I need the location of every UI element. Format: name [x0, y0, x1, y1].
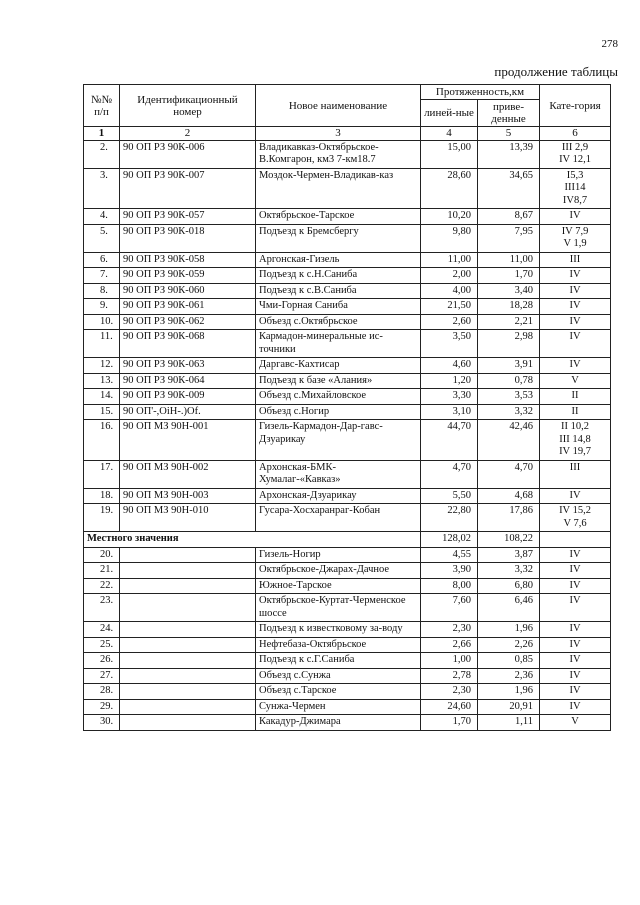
row-reduced: 20,91 [478, 699, 540, 715]
row-linear: 5,50 [421, 488, 478, 504]
header-length: Протяженность,км [421, 85, 540, 100]
table-row [84, 699, 611, 715]
row-category [540, 140, 611, 168]
category-value: IV [569, 595, 581, 606]
row-reduced: 2,98 [478, 330, 540, 358]
category-value: III [569, 461, 581, 473]
row-id [120, 637, 256, 653]
table-row [84, 314, 611, 330]
header-category: Кате-гория [540, 85, 611, 127]
row-name: Октябрьское-Тарское [256, 209, 421, 225]
category-value: I5,3 [566, 169, 584, 181]
category-value: III 14,8 [559, 433, 591, 445]
row-category [540, 314, 611, 330]
row-number: 29. [84, 699, 120, 715]
row-linear: 3,50 [421, 330, 478, 358]
row-linear: 22,80 [421, 504, 478, 532]
row-number: 26. [84, 653, 120, 669]
row-name: Южное-Тарское [256, 578, 421, 594]
row-reduced: 11,00 [478, 252, 540, 268]
row-reduced: 3,40 [478, 283, 540, 299]
row-name: Подъезд к с.Г.Саниба [256, 653, 421, 669]
category-value: IV [569, 669, 581, 681]
row-id [120, 684, 256, 700]
row-id: 90 ОП РЗ 90К-064 [120, 373, 256, 389]
row-category [540, 268, 611, 284]
row-name: Архонская-БМК-Хумалаг-«Кавказ» [256, 460, 421, 488]
category-value: V [571, 716, 579, 727]
row-number: 4. [84, 209, 120, 225]
row-number: 25. [84, 637, 120, 653]
row-category [540, 252, 611, 268]
row-id: 90 ОП РЗ 90К-060 [120, 283, 256, 299]
row-name: Подъезд к базе «Алания» [256, 373, 421, 389]
row-category [540, 563, 611, 579]
table-row [84, 504, 611, 532]
row-id: 90 ОП РЗ 90К-006 [120, 140, 256, 168]
row-number: 16. [84, 420, 120, 461]
row-name: Объезд с.Октябрьское [256, 314, 421, 330]
row-number: 5. [84, 224, 120, 252]
row-linear: 3,30 [421, 389, 478, 405]
row-id: 90 ОП РЗ 90К-057 [120, 209, 256, 225]
row-id [120, 547, 256, 563]
row-number: 9. [84, 299, 120, 315]
category-value: IV 12,1 [559, 154, 591, 165]
row-linear: 2,60 [421, 314, 478, 330]
row-id: 90 ОП РЗ 90К-018 [120, 224, 256, 252]
row-number: 6. [84, 252, 120, 268]
row-category [540, 622, 611, 638]
header-num: №№ п/п [84, 85, 120, 127]
row-number: 19. [84, 504, 120, 532]
row-reduced: 6,80 [478, 578, 540, 594]
row-number: 8. [84, 283, 120, 299]
row-category [540, 578, 611, 594]
category-value: IV [569, 269, 581, 280]
row-reduced: 0,78 [478, 373, 540, 389]
row-linear: 1,00 [421, 653, 478, 669]
table-row [84, 563, 611, 579]
row-linear: 10,20 [421, 209, 478, 225]
table-row [84, 140, 611, 168]
row-id [120, 653, 256, 669]
table-row [84, 389, 611, 405]
table-row [84, 252, 611, 268]
row-number: 18. [84, 488, 120, 504]
row-linear: 2,78 [421, 668, 478, 684]
table-row [84, 547, 611, 563]
category-value: V 7,6 [563, 517, 587, 529]
section-reduced-total: 108,22 [478, 532, 540, 548]
row-reduced: 1,11 [478, 715, 540, 731]
category-value: IV 19,7 [559, 446, 591, 457]
category-value: IV [569, 331, 581, 342]
category-value: IV 7,9 [561, 225, 589, 237]
row-category [540, 389, 611, 405]
continuation-label: продолжение таблицы [494, 64, 618, 79]
row-category [540, 715, 611, 731]
row-name: Владикавказ-Октябрьское-В.Комгарон, км3 7-км18.7 [256, 140, 421, 168]
row-reduced: 1,96 [478, 684, 540, 700]
row-name: Объезд с.Сунжа [256, 668, 421, 684]
row-linear: 4,70 [421, 460, 478, 488]
row-linear: 21,50 [421, 299, 478, 315]
section-row [84, 532, 611, 548]
row-id: 90 ОП МЗ 90Н-001 [120, 420, 256, 461]
row-category [540, 594, 611, 622]
category-value: V [571, 374, 579, 386]
row-reduced: 7,95 [478, 224, 540, 252]
row-reduced: 3,53 [478, 389, 540, 405]
table-row [84, 358, 611, 374]
row-linear: 11,00 [421, 252, 478, 268]
row-reduced: 8,67 [478, 209, 540, 225]
row-name: Сунжа-Чермен [256, 699, 421, 715]
row-name: Гизель-Ногир [256, 547, 421, 563]
column-number: 3 [256, 127, 421, 141]
row-number: 20. [84, 547, 120, 563]
table-row [84, 488, 611, 504]
row-reduced: 6,46 [478, 594, 540, 622]
row-category [540, 488, 611, 504]
category-value: IV [569, 564, 581, 575]
category-value: III 2,9 [561, 141, 589, 153]
row-reduced: 13,39 [478, 140, 540, 168]
category-value: III14 [564, 182, 586, 193]
table-row [84, 283, 611, 299]
row-id: 90 ОП РЗ 90К-007 [120, 168, 256, 209]
header-reduced: приве-денные [478, 100, 540, 127]
column-number: 4 [421, 127, 478, 141]
row-id [120, 715, 256, 731]
row-category [540, 404, 611, 420]
row-number: 2. [84, 140, 120, 168]
row-number: 21. [84, 563, 120, 579]
row-category [540, 504, 611, 532]
row-reduced: 34,65 [478, 168, 540, 209]
row-reduced: 2,21 [478, 314, 540, 330]
row-category [540, 684, 611, 700]
category-value: IV [569, 300, 581, 311]
row-linear: 8,00 [421, 578, 478, 594]
table-row [84, 668, 611, 684]
row-reduced: 3,32 [478, 404, 540, 420]
row-reduced: 3,32 [478, 563, 540, 579]
row-id: 90 ОП РЗ 90К-061 [120, 299, 256, 315]
category-value: IV [569, 654, 581, 665]
row-id: 90 ОП'-,OiH-.)Of. [120, 404, 256, 420]
row-name: Октябрьское-Джарах-Дачное [256, 563, 421, 579]
category-value: IV [569, 685, 581, 696]
row-category [540, 373, 611, 389]
table-row [84, 209, 611, 225]
row-name: Даргавс-Кахтисар [256, 358, 421, 374]
row-number: 22. [84, 578, 120, 594]
row-linear: 7,60 [421, 594, 478, 622]
row-category [540, 358, 611, 374]
row-reduced: 2,26 [478, 637, 540, 653]
row-category [540, 299, 611, 315]
row-reduced: 3,91 [478, 358, 540, 374]
row-name: Октябрьское-Куртат-Черменское шоссе [256, 594, 421, 622]
category-value: IV [569, 359, 581, 370]
row-linear: 3,10 [421, 404, 478, 420]
table-row [84, 637, 611, 653]
table-row [84, 715, 611, 731]
row-id: 90 ОП РЗ 90К-062 [120, 314, 256, 330]
category-value: IV [569, 210, 581, 221]
row-id: 90 ОП МЗ 90Н-002 [120, 460, 256, 488]
header-linear: линей-ные [421, 100, 478, 127]
row-linear: 4,55 [421, 547, 478, 563]
table-row [84, 460, 611, 488]
category-value: III [569, 253, 581, 265]
row-number: 11. [84, 330, 120, 358]
section-category [540, 532, 611, 548]
row-category [540, 224, 611, 252]
table-row [84, 168, 611, 209]
category-value: II 10,2 [561, 421, 590, 432]
column-number: 1 [84, 127, 120, 141]
row-number: 17. [84, 460, 120, 488]
header-name: Новое наименование [256, 85, 421, 127]
row-linear: 15,00 [421, 140, 478, 168]
row-number: 3. [84, 168, 120, 209]
table-row [84, 373, 611, 389]
table-row [84, 299, 611, 315]
row-name: Архонская-Дзуарикау [256, 488, 421, 504]
section-linear-total: 128,02 [421, 532, 478, 548]
row-reduced: 17,86 [478, 504, 540, 532]
row-reduced: 2,36 [478, 668, 540, 684]
category-value: IV [569, 579, 581, 591]
column-number: 5 [478, 127, 540, 141]
row-category [540, 168, 611, 209]
category-value: II [571, 405, 579, 417]
row-number: 23. [84, 594, 120, 622]
row-id [120, 563, 256, 579]
category-value: II [571, 390, 579, 401]
row-id: 90 ОП МЗ 90Н-010 [120, 504, 256, 532]
row-reduced: 42,46 [478, 420, 540, 461]
row-linear: 28,60 [421, 168, 478, 209]
row-reduced: 1,70 [478, 268, 540, 284]
row-category [540, 420, 611, 461]
row-number: 10. [84, 314, 120, 330]
row-name: Подъезд к Бремсбергу [256, 224, 421, 252]
category-value: IV [569, 638, 581, 650]
table-row [84, 622, 611, 638]
row-number: 28. [84, 684, 120, 700]
row-id [120, 668, 256, 684]
column-number: 6 [540, 127, 611, 141]
row-category [540, 547, 611, 563]
row-category [540, 699, 611, 715]
row-category [540, 283, 611, 299]
row-linear: 2,66 [421, 637, 478, 653]
row-name: Объезд с.Ногир [256, 404, 421, 420]
row-linear: 4,00 [421, 283, 478, 299]
row-name: Моздок-Чермен-Владикав-каз [256, 168, 421, 209]
row-number: 24. [84, 622, 120, 638]
row-category [540, 209, 611, 225]
row-linear: 9,80 [421, 224, 478, 252]
row-name: Подъезд к с.Н.Саниба [256, 268, 421, 284]
table-row [84, 578, 611, 594]
row-linear: 2,30 [421, 622, 478, 638]
category-value: IV [569, 623, 581, 634]
row-name: Чми-Горная Саниба [256, 299, 421, 315]
row-category [540, 460, 611, 488]
row-name: Подъезд к с.В.Саниба [256, 283, 421, 299]
header-id: Идентификационный номер [120, 85, 256, 127]
row-name: Нефтебаза-Октябрьское [256, 637, 421, 653]
row-name: Кармадон-минеральные ис-точники [256, 330, 421, 358]
row-name: Гусара-Хосхаранраг-Кобан [256, 504, 421, 532]
row-id: 90 ОП РЗ 90К-058 [120, 252, 256, 268]
row-linear: 1,20 [421, 373, 478, 389]
table-row [84, 594, 611, 622]
category-value: IV [569, 315, 581, 327]
roads-table [83, 84, 611, 731]
row-category [540, 637, 611, 653]
row-linear: 24,60 [421, 699, 478, 715]
row-number: 15. [84, 404, 120, 420]
row-category [540, 330, 611, 358]
row-id [120, 622, 256, 638]
row-id: 90 ОП РЗ 90К-068 [120, 330, 256, 358]
page-number: 278 [601, 38, 618, 50]
category-value: IV8,7 [562, 194, 588, 206]
row-id: 90 ОП РЗ 90К-009 [120, 389, 256, 405]
row-reduced: 0,85 [478, 653, 540, 669]
section-label: Местного значения [84, 532, 421, 548]
row-number: 30. [84, 715, 120, 731]
row-linear: 44,70 [421, 420, 478, 461]
table-row [84, 404, 611, 420]
row-name: Объезд с.Михайловское [256, 389, 421, 405]
row-category [540, 653, 611, 669]
category-value: IV [569, 284, 581, 296]
row-id [120, 699, 256, 715]
category-value: IV [569, 548, 581, 560]
table-row [84, 653, 611, 669]
table-row [84, 420, 611, 461]
row-linear: 2,30 [421, 684, 478, 700]
row-id: 90 ОП РЗ 90К-063 [120, 358, 256, 374]
row-name: Аргонская-Гизель [256, 252, 421, 268]
row-name: Гизель-Кармадон-Дар-гавс-Дзуарикау [256, 420, 421, 461]
row-number: 7. [84, 268, 120, 284]
row-reduced: 1,96 [478, 622, 540, 638]
row-id: 90 ОП МЗ 90Н-003 [120, 488, 256, 504]
row-id [120, 578, 256, 594]
row-name: Какадур-Джимара [256, 715, 421, 731]
row-reduced: 3,87 [478, 547, 540, 563]
table-row [84, 268, 611, 284]
row-reduced: 18,28 [478, 299, 540, 315]
row-category [540, 668, 611, 684]
category-value: IV 15,2 [559, 505, 591, 516]
category-value: IV [569, 700, 581, 712]
category-value: V 1,9 [563, 238, 587, 249]
row-id: 90 ОП РЗ 90К-059 [120, 268, 256, 284]
row-number: 27. [84, 668, 120, 684]
row-number: 14. [84, 389, 120, 405]
row-reduced: 4,68 [478, 488, 540, 504]
row-linear: 2,00 [421, 268, 478, 284]
table-row [84, 684, 611, 700]
row-number: 13. [84, 373, 120, 389]
row-name: Объезд с.Тарское [256, 684, 421, 700]
row-reduced: 4,70 [478, 460, 540, 488]
column-number: 2 [120, 127, 256, 141]
table-row [84, 330, 611, 358]
row-linear: 1,70 [421, 715, 478, 731]
table-row [84, 224, 611, 252]
category-value: IV [569, 489, 581, 501]
row-id [120, 594, 256, 622]
row-linear: 3,90 [421, 563, 478, 579]
row-number: 12. [84, 358, 120, 374]
row-linear: 4,60 [421, 358, 478, 374]
row-name: Подъезд к известковому за-воду [256, 622, 421, 638]
